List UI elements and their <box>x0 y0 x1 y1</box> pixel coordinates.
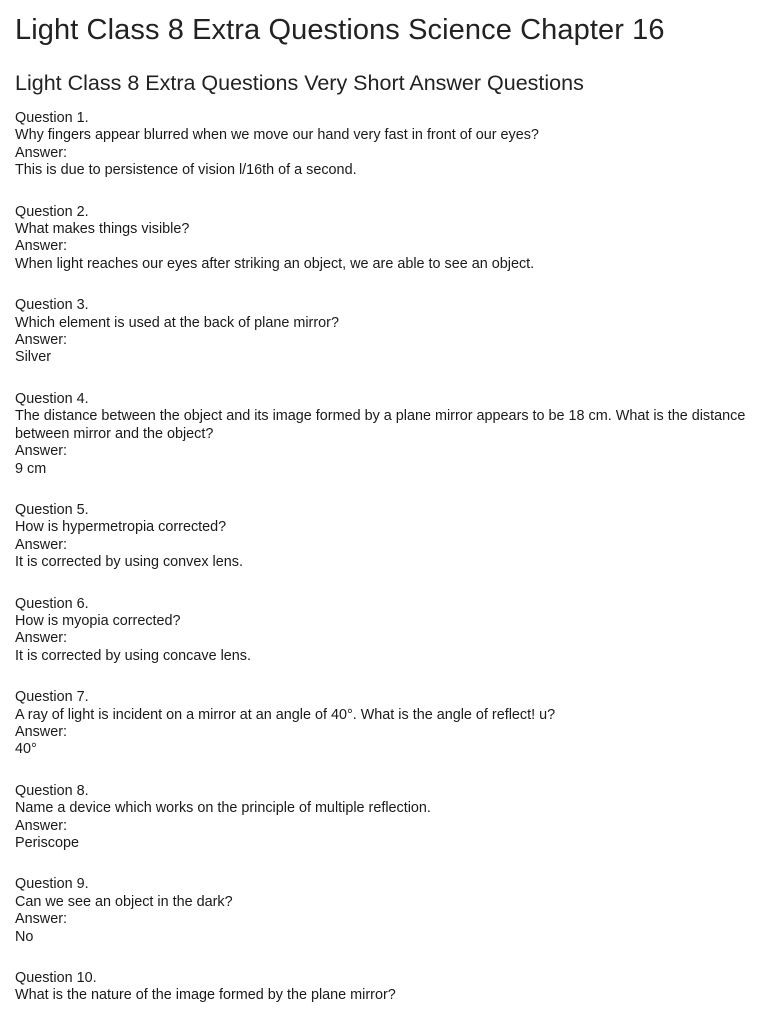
question-label: Question 6. <box>15 595 89 612</box>
question-item-5 <box>15 502 755 572</box>
question-item-8 <box>15 783 755 853</box>
question-text: Why fingers appear blurred when we move our hand very fast in front of our eyes? <box>15 127 539 144</box>
question-label: Question 9. <box>15 876 89 893</box>
question-label: Question 2. <box>15 203 89 220</box>
question-item-3 <box>15 297 755 367</box>
page-title: Light Class 8 Extra Questions Science Chapter 16 <box>15 14 665 46</box>
question-text: The distance between the object and its image formed by a plane mirror appears to be 18 cm. What is the distance between mirror and the object? <box>15 408 746 442</box>
section-heading: Light Class 8 Extra Questions Very Short Answer Questions <box>15 71 584 95</box>
answer-label: Answer: <box>15 443 67 460</box>
answer-text: It is corrected by using convex lens. <box>15 554 243 571</box>
question-text: Name a device which works on the principle of multiple reflection. <box>15 800 431 817</box>
question-item-9 <box>15 876 755 946</box>
answer-text: Silver <box>15 349 51 366</box>
answer-label: Answer: <box>15 723 67 740</box>
question-label: Question 5. <box>15 501 89 518</box>
answer-text: 9 cm <box>15 460 47 477</box>
question-text: How is myopia corrected? <box>15 612 181 629</box>
answer-text: Periscope <box>15 835 79 851</box>
answer-label: Answer: <box>15 536 67 553</box>
answer-label: Answer: <box>15 911 67 928</box>
question-item-10 <box>15 970 755 1005</box>
answer-text: It is corrected by using concave lens. <box>15 647 251 664</box>
answer-label: Answer: <box>15 332 67 349</box>
question-label: Question 10. <box>15 970 97 987</box>
question-item-1 <box>15 110 755 180</box>
question-text: A ray of light is incident on a mirror at an angle of 40°. What is the angle of reflect! u? <box>15 706 556 723</box>
question-text: How is hypermetropia corrected? <box>15 519 227 536</box>
answer-text: When light reaches our eyes after striking an object, we are able to see an object. <box>15 255 535 272</box>
question-label: Question 3. <box>15 297 89 314</box>
document-page <box>15 0 755 1029</box>
answer-label: Answer: <box>15 238 67 255</box>
question-text: What is the nature of the image formed by the plane mirror? <box>15 987 396 1004</box>
question-label: Question 8. <box>15 782 89 799</box>
answer-label: Answer: <box>15 630 67 647</box>
answer-text: No <box>15 928 34 945</box>
question-item-2 <box>15 204 755 274</box>
question-text: Which element is used at the back of plane mirror? <box>15 314 339 331</box>
question-item-7 <box>15 689 755 759</box>
question-text: What makes things visible? <box>15 221 190 238</box>
question-text: Can we see an object in the dark? <box>15 893 233 910</box>
answer-label: Answer: <box>15 144 67 161</box>
question-label: Question 1. <box>15 110 89 126</box>
question-item-6 <box>15 596 755 666</box>
question-list <box>15 110 755 1005</box>
question-item-4 <box>15 391 755 478</box>
answer-text: This is due to persistence of vision l/16th of a second. <box>15 162 357 179</box>
answer-text: 40° <box>15 741 37 758</box>
question-label: Question 7. <box>15 689 89 706</box>
answer-label: Answer: <box>15 817 67 834</box>
question-label: Question 4. <box>15 390 89 407</box>
